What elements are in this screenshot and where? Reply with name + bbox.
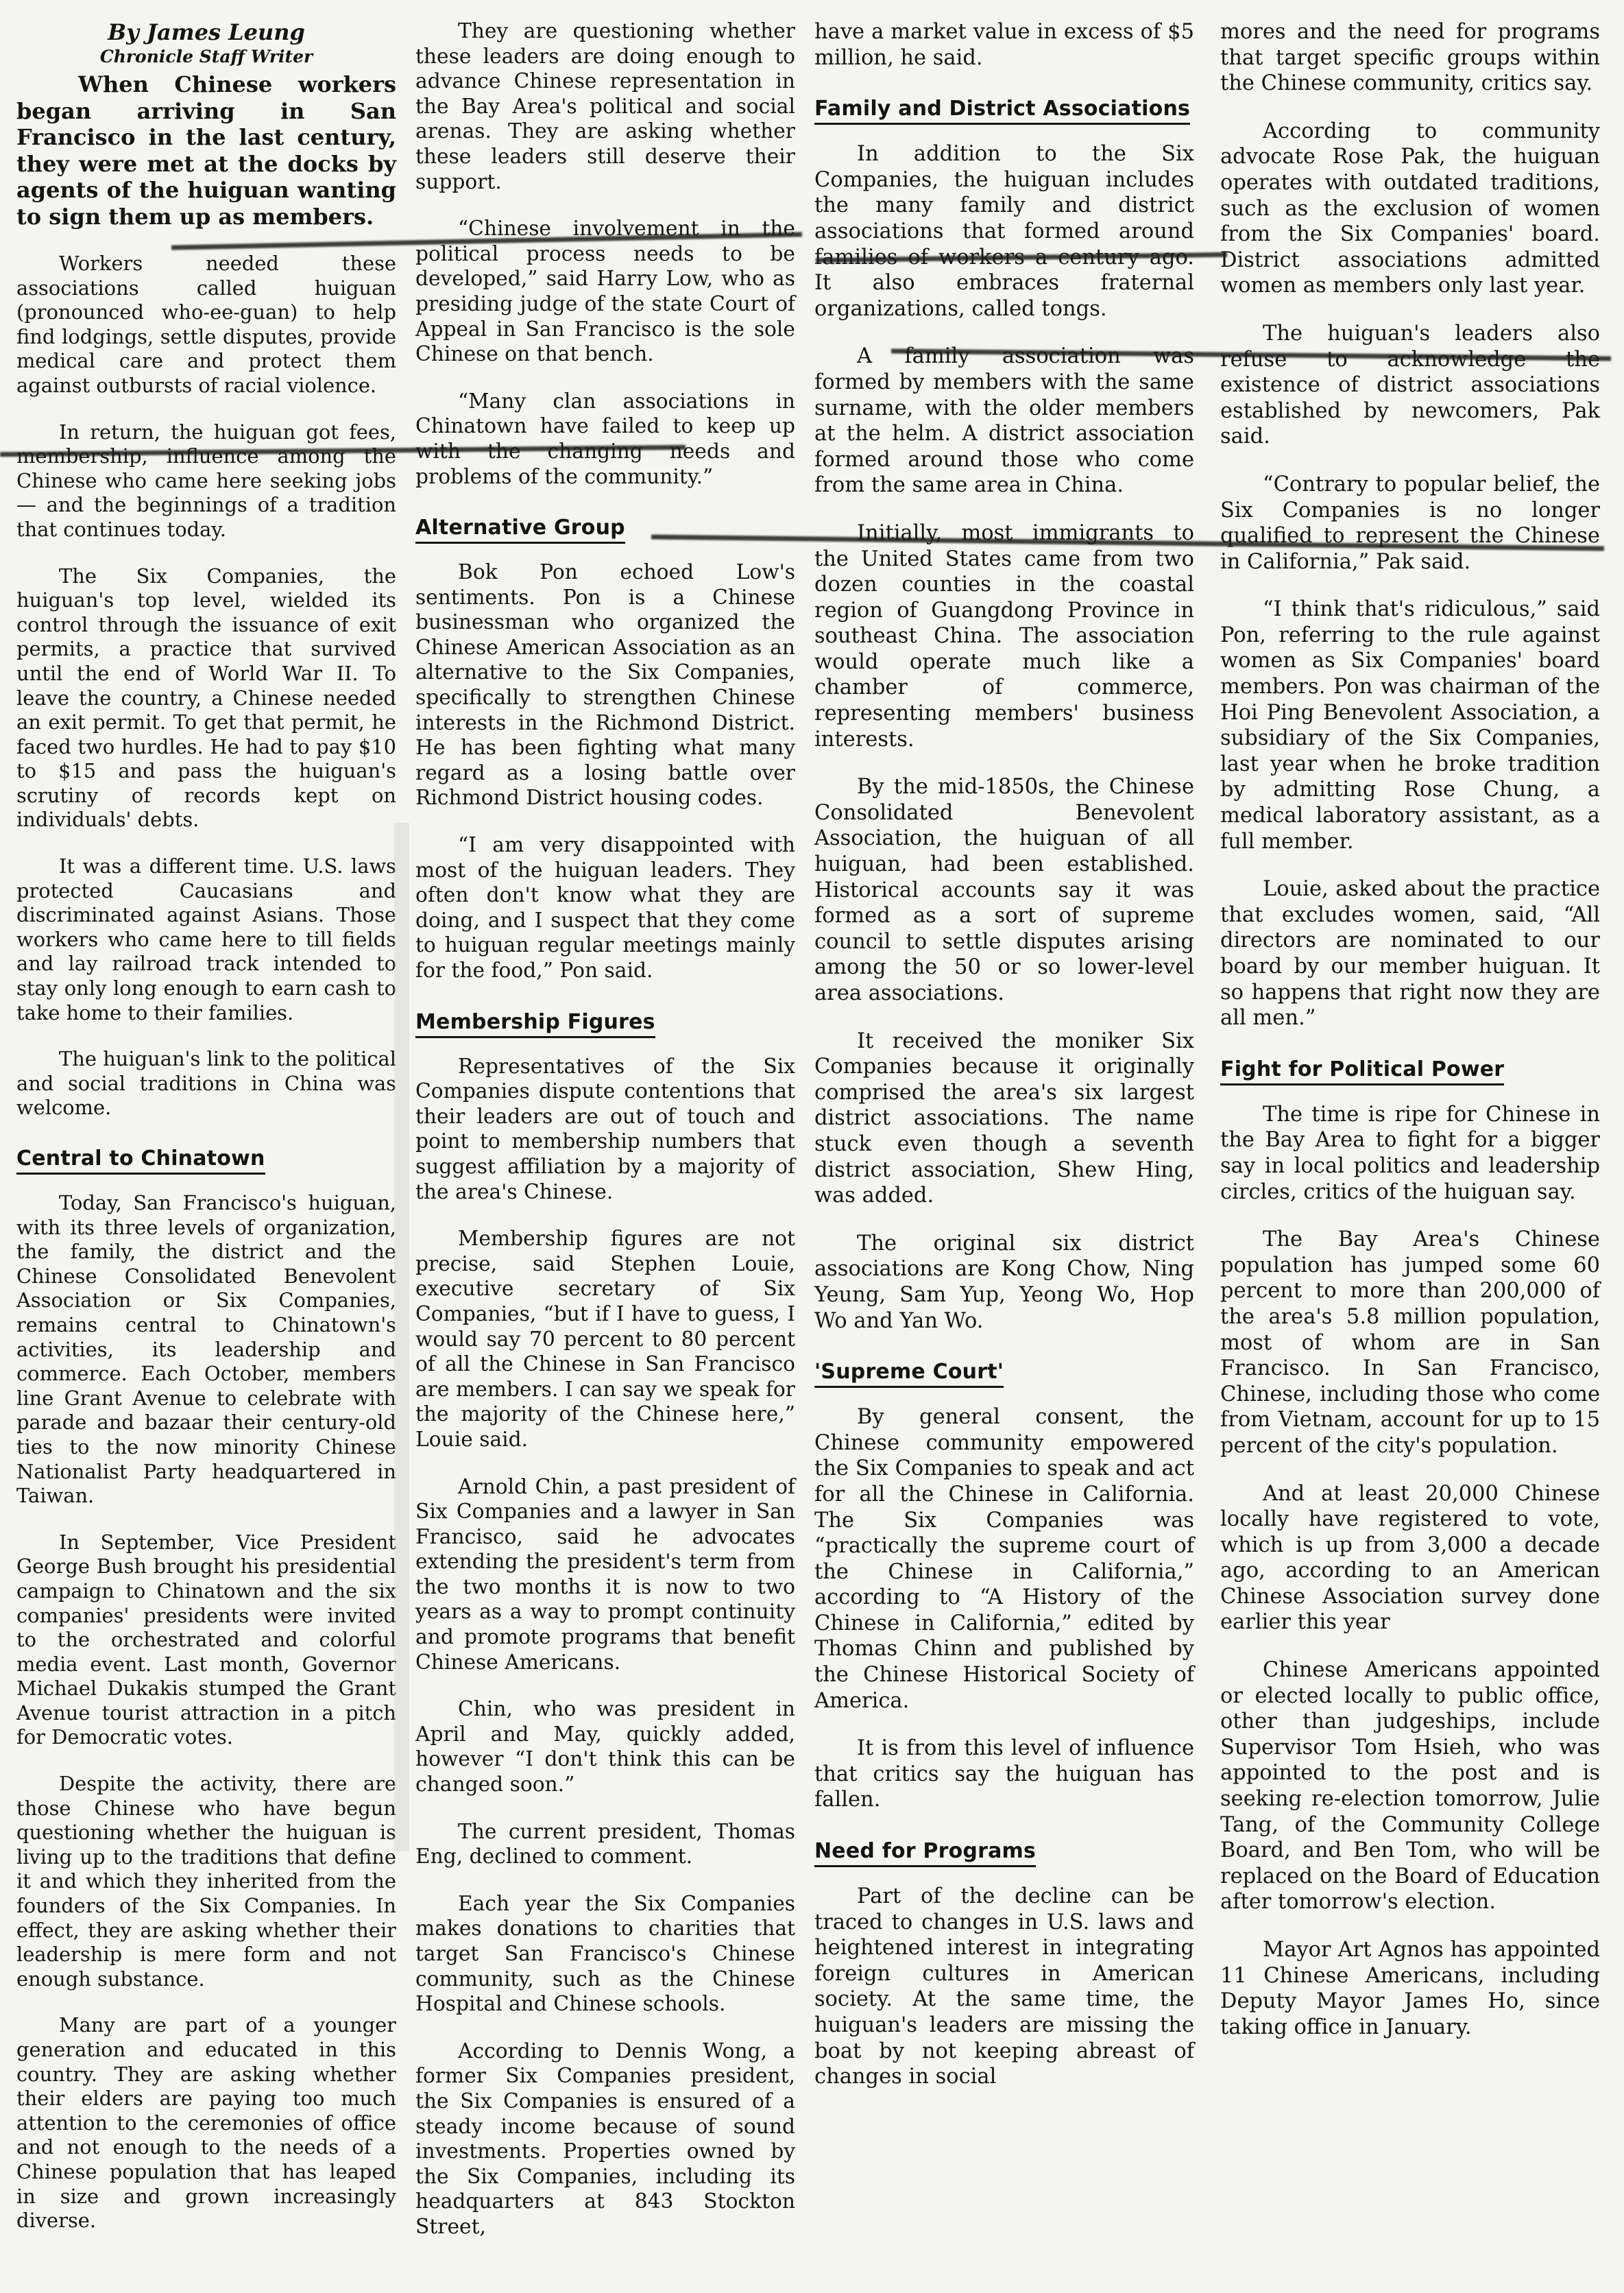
- body-paragraph: Many are part of a younger generation and educated in this country. They are asking whether their elders are paying too much attention to the ceremonies of office and not enough to the needs of a Chinese population that has leaped in size and grown increasingly diverse.: [16, 2013, 396, 2233]
- section-heading-wrapper: [1220, 1053, 1600, 1102]
- body-paragraph: Each year the Six Companies makes donations to charities that target San Francisco's Chinese community, such as the Chinese Hospital and Chinese schools.: [415, 1891, 795, 2017]
- section-heading-wrapper: [814, 93, 1194, 141]
- body-paragraph: “Many clan associations in Chinatown have failed to keep up with the changing needs and problems of the community.”: [415, 389, 795, 489]
- body-paragraph: The huiguan's link to the political and social traditions in China was welcome.: [16, 1047, 396, 1120]
- body-paragraph: The time is ripe for Chinese in the Bay Area to fight for a bigger say in local politics and leadership circles, critics of the huiguan say.: [1220, 1102, 1600, 1204]
- section-heading: Fight for Political Power: [1220, 1057, 1504, 1085]
- body-paragraph: And at least 20,000 Chinese locally have registered to vote, which is up from 3,000 a decade ago, according to an American Chinese Association survey done earlier this year: [1220, 1481, 1600, 1635]
- section-heading: Membership Figures: [415, 1010, 655, 1038]
- body-paragraph: mores and the need for programs that target specific groups within the Chinese community, critics say.: [1220, 20, 1600, 96]
- byline-affiliation: Chronicle Staff Writer: [99, 47, 313, 67]
- body-paragraph: The Six Companies, the huiguan's top level, wielded its control through the issuance of exit permits, a practice that survived until the end of World War II. To leave the country, a Chinese needed an exit permit. To get that permit, he faced two hurdles. He had to pay $10 to $15 and pass the huiguan's scrutiny of records kept on individuals' debts.: [16, 564, 396, 832]
- body-paragraph: Initially, most immigrants to the United States came from two dozen counties in the coastal region of Guangdong Province in southeast China. The association would operate much like a chamber of commerce, representing members' business interests.: [814, 520, 1194, 752]
- body-paragraph: It is from this level of influence that critics say the huiguan has fallen.: [814, 1736, 1194, 1812]
- body-paragraph: Representatives of the Six Companies dispute contentions that their leaders are out of touch and point to membership numbers that suggest affiliation by a majority of the area's Chinese.: [415, 1054, 795, 1204]
- body-paragraph: In return, the huiguan got fees, membership, influence among the Chinese who came here seeking jobs — and the beginnings of a tradition that continues today.: [16, 420, 396, 541]
- section-heading: Family and District Associations: [814, 97, 1190, 125]
- body-paragraph: According to Dennis Wong, a former Six Companies president, the Six Companies is ensured of a steady income because of sound investments. Properties owned by the Six Companies, including its headquarters at 843 Stockton Street,: [415, 2039, 795, 2239]
- section-heading: 'Supreme Court': [814, 1360, 1004, 1388]
- body-paragraph: They are questioning whether these leaders are doing enough to advance Chinese representation in the Bay Area's political and social arenas. They are asking whether these leaders still deserve their support.: [415, 19, 795, 194]
- body-paragraph: Mayor Art Agnos has appointed 11 Chinese Americans, including Deputy Mayor James Ho, since taking office in January.: [1220, 1938, 1600, 2039]
- body-paragraph: The original six district associations are Kong Chow, Ning Yeung, Sam Yup, Yeong Wo, Hop Wo and Yan Wo.: [814, 1231, 1194, 1333]
- body-paragraph: It was a different time. U.S. laws protected Caucasians and discriminated against Asians. Those workers who came here to till fields and lay railroad track intended to stay only long enough to earn cash to take home to their families.: [16, 854, 396, 1024]
- body-paragraph: Chin, who was president in April and May, quickly added, however “I don't think this can be changed soon.”: [415, 1697, 795, 1797]
- section-heading-wrapper: [814, 1356, 1194, 1404]
- body-paragraph: “Contrary to popular belief, the Six Companies is no longer qualified to represent the Chinese in California,” Pak said.: [1220, 472, 1600, 574]
- body-paragraph: The huiguan's leaders also refuse to acknowledge the existence of district associations established by newcomers, Pak said.: [1220, 321, 1600, 449]
- body-paragraph: Arnold Chin, a past president of Six Companies and a lawyer in San Francisco, said he advocates extending the president's term from the two months it is now to two years as a way to prompt continuity and promote programs that benefit Chinese Americans.: [415, 1474, 795, 1674]
- lead-paragraph: When Chinese workers began arriving in San Francisco in the last century, they were met at the docks by agents of the huiguan wanting to sign them up as members.: [16, 71, 396, 230]
- body-paragraph: Chinese Americans appointed or elected locally to public office, other than judgeships, include Supervisor Tom Hsieh, who was appointed to the post and is seeking re-election tomorrow, Julie Tang, of the Community College Board, and Ben Tom, who will be replaced on the Board of Education after tomorrow's election.: [1220, 1658, 1600, 1914]
- section-heading-wrapper: [415, 1006, 795, 1055]
- byline-author: By James Leung: [108, 19, 305, 45]
- section-heading: Need for Programs: [814, 1839, 1036, 1867]
- body-paragraph: Louie, asked about the practice that excludes women, said, “All directors are nominated to our board by our member huiguan. It so happens that right now they are all men.”: [1220, 877, 1600, 1031]
- body-paragraph: By the mid-1850s, the Chinese Consolidated Benevolent Association, the huiguan of all huiguan, had been established. Historical accounts say it was formed as a sort of supreme council to settle disputes arising among the 50 or so lower-level area associations.: [814, 775, 1194, 1005]
- body-paragraph: Part of the decline can be traced to changes in U.S. laws and heightened interest in integrating foreign cultures in American society. At the same time, the huiguan's leaders are missing the boat by not keeping abreast of changes in social: [814, 1884, 1194, 2089]
- article-column-2: [415, 19, 795, 2262]
- section-heading: Central to Chinatown: [16, 1146, 265, 1175]
- section-heading: Alternative Group: [415, 516, 625, 544]
- body-paragraph: It received the moniker Six Companies because it originally comprised the area's six largest district associations. The name stuck even though a seventh district association, Shew Hing, was added.: [814, 1029, 1194, 1208]
- article-column-1: [16, 19, 396, 2255]
- section-heading-wrapper: [16, 1142, 396, 1191]
- body-paragraph: “I think that's ridiculous,” said Pon, referring to the rule against women as Six Companies' board members. Pon was chairman of the Hoi Ping Benevolent Association, a subsidiary of the Six Companies, last year when he broke tradition by admitting Rose Chung, a medical laboratory assistant, as a full member.: [1220, 597, 1600, 854]
- body-paragraph: Today, San Francisco's huiguan, with its three levels of organization, the family, the district and the Chinese Consolidated Benevolent Association or Six Companies, remains central to Chinatown's activities, its leadership and commerce. Each October, members line Grant Avenue to celebrate with parade and bazaar their century-old ties to the now minority Chinese Nationalist Party headquartered in Taiwan.: [16, 1191, 396, 1508]
- body-paragraph: By general consent, the Chinese community empowered the Six Companies to speak and act for all the Chinese in California. The Six Companies was “practically the supreme court of the Chinese in California,” according to “A History of the Chinese in California,” edited by Thomas Chinn and published by the Chinese Historical Society of America.: [814, 1405, 1194, 1713]
- body-paragraph: Workers needed these associations called huiguan (pronounced who-ee-guan) to help find lodgings, settle disputes, provide medical care and protect them against outbursts of racial violence.: [16, 252, 396, 397]
- section-heading-wrapper: [814, 1835, 1194, 1884]
- body-paragraph: “Chinese involvement in the political process needs to be developed,” said Harry Low, who as presiding judge of the state Court of Appeal in San Francisco is the sole Chinese on that bench.: [415, 217, 795, 367]
- article-column-3: [814, 19, 1194, 2112]
- body-paragraph: The Bay Area's Chinese population has jumped some 60 percent to more than 200,000 of the area's 5.8 million population, most of whom are in San Francisco. In San Francisco, Chinese, including those who come from Vietnam, account for up to 15 percent of the city's population.: [1220, 1227, 1600, 1458]
- body-paragraph: Membership figures are not precise, said Stephen Louie, executive secretary of Six Companies, “but if I have to guess, I would say 70 percent to 80 percent of all the Chinese in San Francisco are members. I can say we speak for the majority of the Chinese here,” Louie said.: [415, 1227, 795, 1452]
- body-paragraph: “I am very disappointed with most of the huiguan leaders. They often don't know what they are doing, and I suspect that they come to huiguan regular meetings mainly for the food,” Pon said.: [415, 833, 795, 983]
- paper-crease: [394, 823, 409, 1851]
- body-paragraph: In September, Vice President George Bush brought his presidential campaign to Chinatown and the six companies' presidents were invited to the orchestrated and colorful media event. Last month, Governor Michael Dukakis stumped the Grant Avenue tourist attraction in a pitch for Democratic votes.: [16, 1530, 396, 1749]
- body-paragraph: have a market value in excess of $5 million, he said.: [814, 20, 1194, 70]
- body-paragraph: According to community advocate Rose Pak, the huiguan operates with outdated traditions, such as the exclusion of women from the Six Companies' board. District associations admitted women as members only last year.: [1220, 119, 1600, 298]
- body-paragraph: The current president, Thomas Eng, declined to comment.: [415, 1819, 795, 1869]
- body-paragraph: Despite the activity, there are those Chinese who have begun questioning whether the huiguan is living up to the traditions that define it and which they inherited from the founders of the Six Companies. In effect, they are asking whether their leadership is mere form and not enough substance.: [16, 1772, 396, 1991]
- body-paragraph: Bok Pon echoed Low's sentiments. Pon is a Chinese businessman who organized the Chinese American Association as an alternative to the Six Companies, specifically to strengthen Chinese interests in the Richmond District. He has been fighting what many regard as a losing battle over Richmond District housing codes.: [415, 560, 795, 811]
- body-paragraph: A family association was formed by members with the same surname, with the older members at the helm. A district association formed around those who come from the same area in China.: [814, 344, 1194, 498]
- byline: [16, 19, 396, 69]
- article-column-4: [1220, 19, 1600, 2062]
- body-paragraph: In addition to the Six Companies, the huiguan includes the many family and district associations that formed around families of workers a century ago. It also embraces fraternal organizations, called tongs.: [814, 142, 1194, 321]
